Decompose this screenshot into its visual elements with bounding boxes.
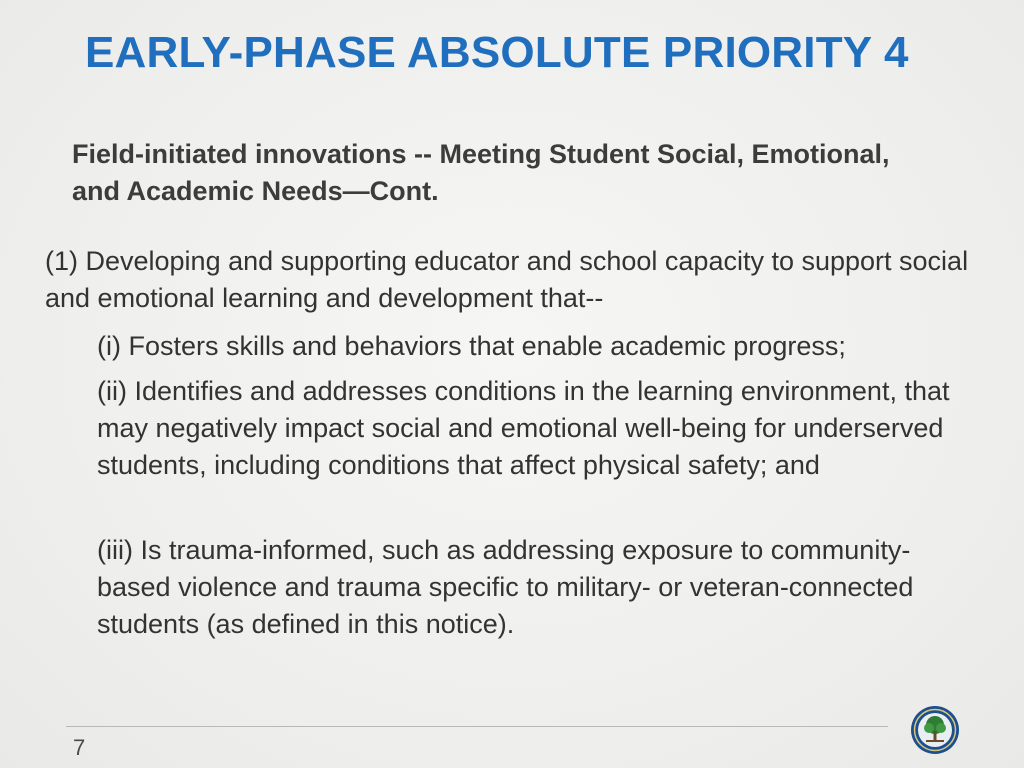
footer-divider [66,726,888,727]
list-item-i: (i) Fosters skills and behaviors that enable academic progress; [97,331,846,361]
body-paragraph: (1) Developing and supporting educator and school capacity to support social and emotional learning and development that-- [45,246,969,313]
page-number: 7 [73,735,86,760]
slide-subtitle: Field-initiated innovations -- Meeting Student Social, Emotional, and Academic Needs—Cont. [72,139,890,206]
department-seal-icon [910,705,960,755]
slide-title: EARLY-PHASE ABSOLUTE PRIORITY 4 [85,28,909,77]
list-item-iii: (iii) Is trauma-informed, such as addressing exposure to community-based violence and trauma specific to military- or veteran-connected students (as defined in this notice). [97,535,914,639]
list-item-ii: (ii) Identifies and addresses conditions in the learning environment, that may negatively impact social and emotional well-being for underserved students, including conditions that affect physical safety; and [97,376,950,480]
